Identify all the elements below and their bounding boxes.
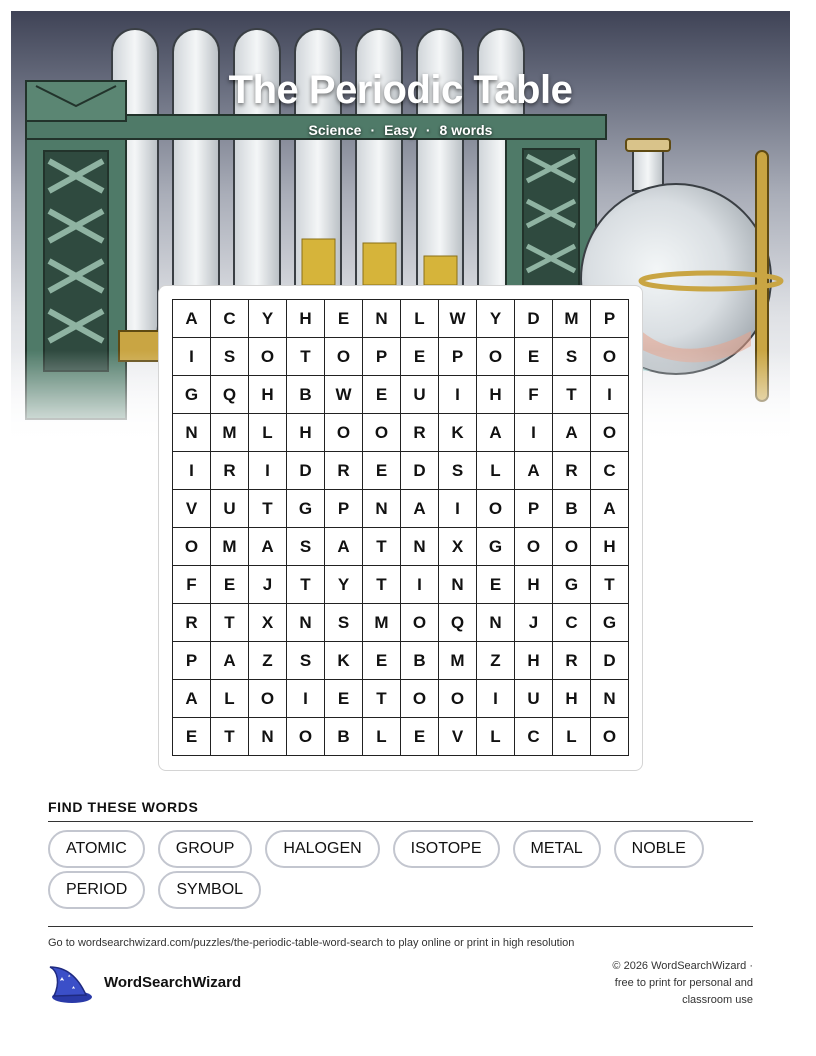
grid-cell: N (173, 414, 211, 452)
grid-cell: Q (211, 376, 249, 414)
grid-cell: I (515, 414, 553, 452)
grid-cell: H (515, 566, 553, 604)
grid-cell: S (287, 642, 325, 680)
grid-cell: V (439, 718, 477, 756)
grid-cell: E (325, 680, 363, 718)
grid-cell: R (553, 452, 591, 490)
grid-cell: R (325, 452, 363, 490)
grid-cell: I (439, 376, 477, 414)
grid-cell: G (287, 490, 325, 528)
grid-cell: M (439, 642, 477, 680)
grid-cell: M (553, 300, 591, 338)
grid-cell: N (287, 604, 325, 642)
grid-cell: S (325, 604, 363, 642)
grid-cell: N (363, 300, 401, 338)
grid-cell: K (325, 642, 363, 680)
grid-cell: T (211, 718, 249, 756)
meta-separator: · (425, 122, 431, 138)
grid-cell: A (477, 414, 515, 452)
letter-grid (172, 299, 629, 756)
grid-cell: T (363, 566, 401, 604)
word-list-heading: FIND THESE WORDS (48, 799, 199, 815)
grid-cell: Y (477, 300, 515, 338)
grid-cell: X (249, 604, 287, 642)
word-chip-period: PERIOD (48, 871, 145, 909)
word-chip-group: GROUP (158, 830, 253, 868)
grid-cell: C (591, 452, 629, 490)
grid-cell: D (591, 642, 629, 680)
copyright-line: free to print for personal and (614, 977, 753, 989)
grid-cell: O (173, 528, 211, 566)
grid-cell: E (363, 452, 401, 490)
grid-cell: T (287, 566, 325, 604)
grid-cell: L (363, 718, 401, 756)
grid-cell: A (325, 528, 363, 566)
grid-cell: I (173, 338, 211, 376)
grid-cell: R (173, 604, 211, 642)
meta-separator: · (370, 122, 376, 138)
grid-cell: G (591, 604, 629, 642)
wizard-hat-icon (48, 963, 94, 1010)
copyright-line: classroom use (682, 994, 753, 1006)
grid-cell: T (591, 566, 629, 604)
grid-cell: P (439, 338, 477, 376)
grid-cell: B (287, 376, 325, 414)
grid-cell: B (553, 490, 591, 528)
grid-cell: O (477, 338, 515, 376)
brand-name: WordSearchWizard (104, 974, 242, 991)
grid-cell: I (287, 680, 325, 718)
grid-cell: I (439, 490, 477, 528)
grid-cell: M (211, 528, 249, 566)
grid-cell: E (325, 300, 363, 338)
grid-cell: O (553, 528, 591, 566)
footer-url-text: Go to wordsearchwizard.com/puzzles/the-periodic-table-word-search to play online or print in high resolution (48, 937, 575, 949)
grid-cell: E (515, 338, 553, 376)
grid-cell: Z (249, 642, 287, 680)
grid-cell: H (249, 376, 287, 414)
grid-cell: I (401, 566, 439, 604)
grid-cell: A (249, 528, 287, 566)
grid-cell: H (515, 642, 553, 680)
grid-cell: G (553, 566, 591, 604)
grid-cell: X (439, 528, 477, 566)
word-chip-noble: NOBLE (614, 830, 704, 868)
grid-cell: U (515, 680, 553, 718)
grid-cell: V (173, 490, 211, 528)
grid-cell: Q (439, 604, 477, 642)
grid-cell: O (591, 338, 629, 376)
grid-cell: S (287, 528, 325, 566)
grid-cell: R (211, 452, 249, 490)
grid-cell: N (439, 566, 477, 604)
grid-cell: H (591, 528, 629, 566)
grid-cell: O (287, 718, 325, 756)
grid-cell: B (325, 718, 363, 756)
grid-cell: A (591, 490, 629, 528)
grid-cell: N (401, 528, 439, 566)
grid-cell: N (363, 490, 401, 528)
grid-cell: H (287, 300, 325, 338)
grid-cell: L (249, 414, 287, 452)
grid-cell: E (363, 376, 401, 414)
copyright-text (583, 958, 753, 1009)
grid-cell: O (591, 414, 629, 452)
divider (48, 926, 753, 927)
grid-cell: J (515, 604, 553, 642)
word-chip-isotope: ISOTOPE (393, 830, 500, 868)
grid-cell: R (553, 642, 591, 680)
grid-cell: G (477, 528, 515, 566)
grid-cell: M (211, 414, 249, 452)
grid-cell: B (401, 642, 439, 680)
grid-cell: K (439, 414, 477, 452)
grid-cell: A (553, 414, 591, 452)
grid-cell: L (553, 718, 591, 756)
grid-cell: U (211, 490, 249, 528)
grid-cell: O (325, 414, 363, 452)
grid-cell: E (173, 718, 211, 756)
grid-cell: U (401, 376, 439, 414)
grid-cell: S (211, 338, 249, 376)
grid-cell: I (173, 452, 211, 490)
grid-cell: O (249, 680, 287, 718)
grid-cell: C (553, 604, 591, 642)
grid-cell: D (515, 300, 553, 338)
grid-cell: P (173, 642, 211, 680)
puzzle-word-count: 8 words (439, 122, 493, 138)
grid-cell: O (515, 528, 553, 566)
word-chip-symbol: SYMBOL (158, 871, 261, 909)
grid-cell: T (287, 338, 325, 376)
grid-cell: J (249, 566, 287, 604)
word-chip-metal: METAL (513, 830, 601, 868)
grid-cell: O (401, 604, 439, 642)
grid-cell: T (363, 528, 401, 566)
grid-cell: Y (325, 566, 363, 604)
grid-cell: I (249, 452, 287, 490)
grid-cell: L (477, 452, 515, 490)
grid-cell: T (363, 680, 401, 718)
grid-cell: Z (477, 642, 515, 680)
puzzle-category: Science (308, 122, 362, 138)
grid-cell: A (401, 490, 439, 528)
grid-cell: N (249, 718, 287, 756)
grid-cell: Y (249, 300, 287, 338)
grid-cell: A (173, 300, 211, 338)
grid-cell: R (401, 414, 439, 452)
grid-cell: M (363, 604, 401, 642)
grid-cell: F (173, 566, 211, 604)
grid-cell: E (211, 566, 249, 604)
grid-cell: S (439, 452, 477, 490)
grid-cell: P (325, 490, 363, 528)
grid-cell: T (553, 376, 591, 414)
grid-cell: A (211, 642, 249, 680)
grid-cell: F (515, 376, 553, 414)
grid-cell: O (477, 490, 515, 528)
grid-cell: H (287, 414, 325, 452)
grid-cell: C (211, 300, 249, 338)
grid-cell: O (325, 338, 363, 376)
grid-cell: E (477, 566, 515, 604)
grid-cell: L (211, 680, 249, 718)
grid-cell: T (211, 604, 249, 642)
word-chip-atomic: ATOMIC (48, 830, 145, 868)
word-list (48, 830, 753, 909)
grid-cell: I (591, 376, 629, 414)
grid-cell: D (401, 452, 439, 490)
grid-cell: H (477, 376, 515, 414)
grid-cell: O (439, 680, 477, 718)
grid-cell: O (363, 414, 401, 452)
grid-cell: G (173, 376, 211, 414)
grid-cell: E (401, 338, 439, 376)
grid-cell: C (515, 718, 553, 756)
divider (48, 821, 753, 822)
puzzle-title: The Periodic Table (228, 68, 573, 112)
word-chip-halogen: HALOGEN (265, 830, 379, 868)
grid-cell: S (553, 338, 591, 376)
grid-cell: O (249, 338, 287, 376)
grid-cell: A (515, 452, 553, 490)
grid-cell: H (553, 680, 591, 718)
grid-cell: O (591, 718, 629, 756)
puzzle-difficulty: Easy (384, 122, 417, 138)
grid-cell: P (363, 338, 401, 376)
copyright-line: © 2026 WordSearchWizard · (612, 960, 753, 972)
grid-cell: W (325, 376, 363, 414)
puzzle-meta (11, 122, 790, 138)
grid-cell: I (477, 680, 515, 718)
grid-cell: P (515, 490, 553, 528)
grid-cell: D (287, 452, 325, 490)
grid-cell: T (249, 490, 287, 528)
grid-cell: A (173, 680, 211, 718)
grid-cell: N (591, 680, 629, 718)
grid-cell: L (477, 718, 515, 756)
grid-cell: N (477, 604, 515, 642)
grid-cell: P (591, 300, 629, 338)
grid-cell: O (401, 680, 439, 718)
grid-cell: E (401, 718, 439, 756)
grid-cell: L (401, 300, 439, 338)
grid-cell: E (363, 642, 401, 680)
grid-cell: W (439, 300, 477, 338)
